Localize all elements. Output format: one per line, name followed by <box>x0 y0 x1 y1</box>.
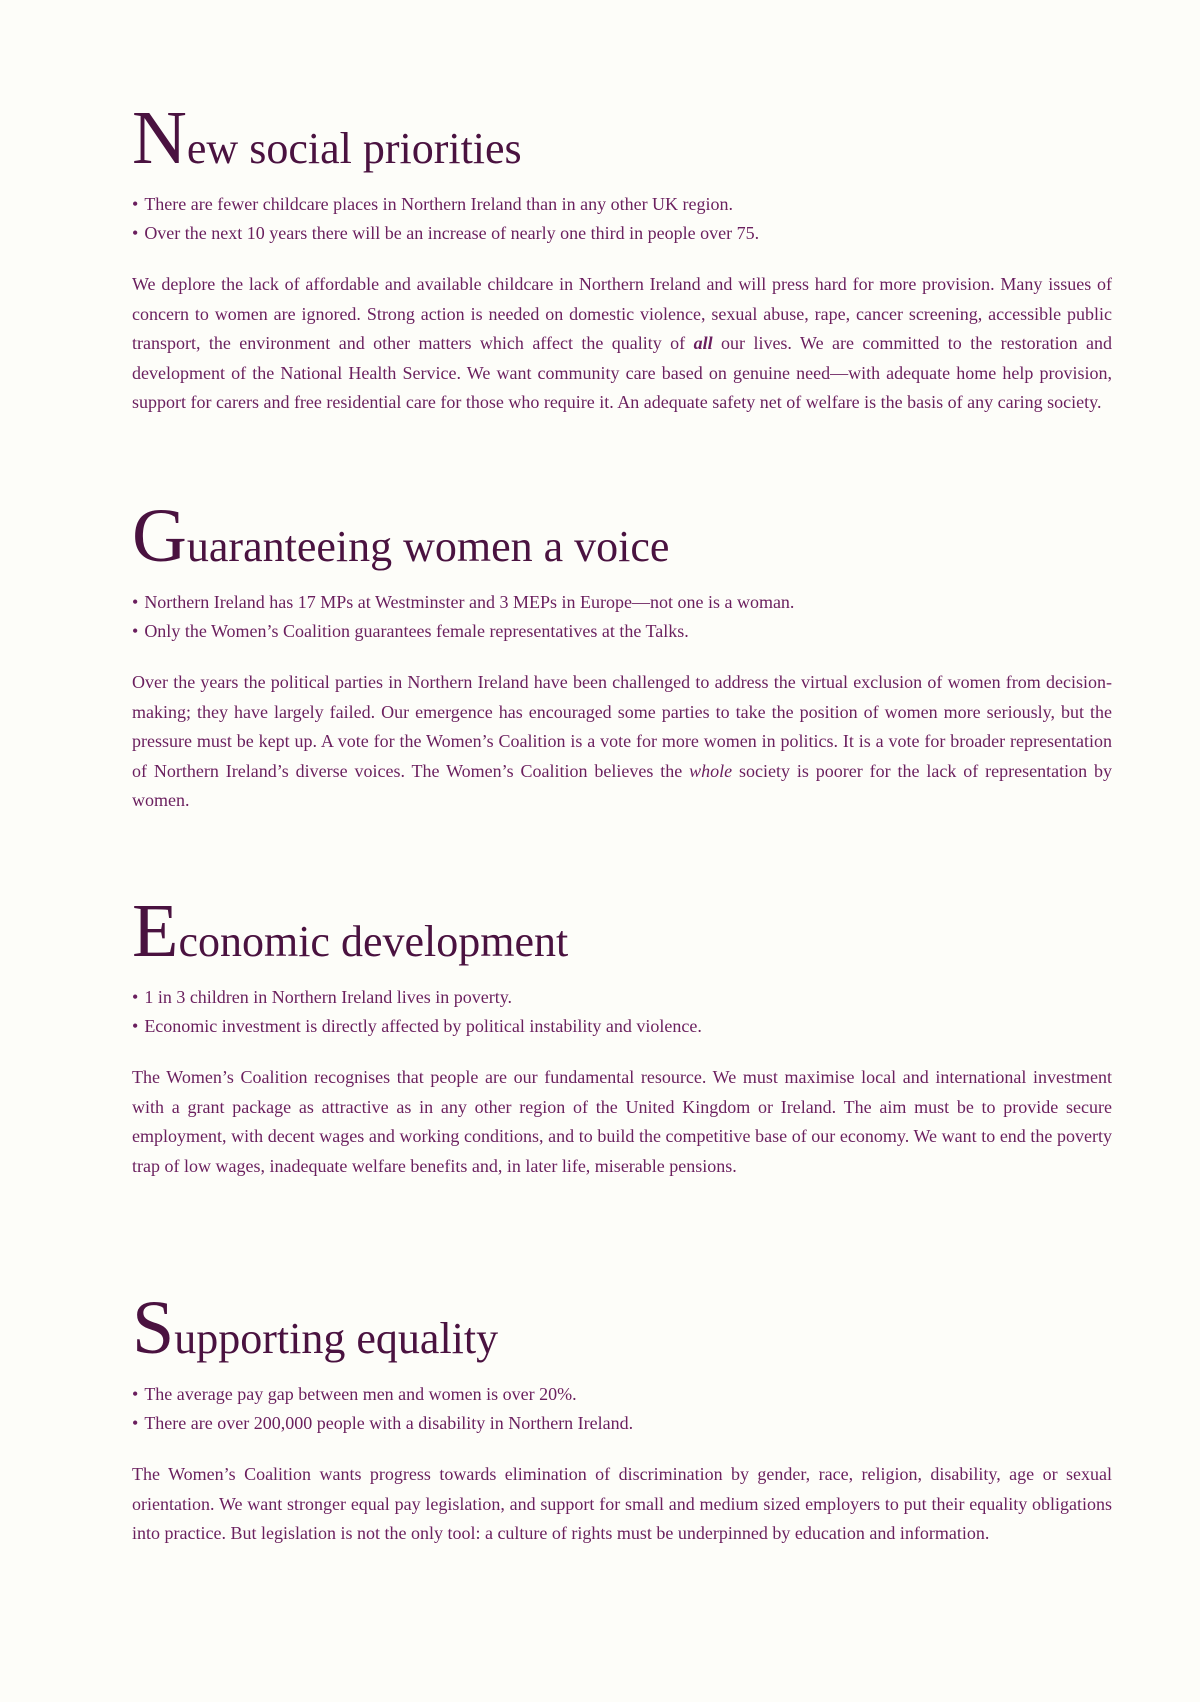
section-body: The Women’s Coalition wants progress towards elimination of discrimination by gender, race, religion, disability, age or sexual orientation. We want stronger equal pay legislation, and support for small and medium sized employers to put their equality obligations into practice. But legislation is not the only tool: a culture of rights must be underpinned by education and information. <box>132 1464 1112 1543</box>
section-body <box>132 668 1112 816</box>
heading-text: upporting equality <box>174 1314 499 1363</box>
section-supporting-equality <box>132 1286 1112 1549</box>
fact-list <box>132 983 1112 1041</box>
body-text-part: society is poorer for the lack of representation by women. <box>132 760 1113 810</box>
body-text-part: our lives. We are committed to the restoration and development of the National Health Service. We want community care based on genuine need—with adequate home help provision, support for carers and free residential care for those who require it. An adequate safety net of welfare is the basis of any caring society. <box>132 333 1112 412</box>
fact-item: • There are fewer childcare places in Northern Ireland than in any other UK region. <box>132 190 1112 219</box>
heading-text: ew social priorities <box>186 124 522 173</box>
section-heading <box>132 494 1112 578</box>
heading-initial: G <box>132 494 187 578</box>
heading-initial: S <box>132 1286 175 1370</box>
heading-text: uaranteeing women a voice <box>186 522 670 571</box>
fact-item: • 1 in 3 children in Northern Ireland lives in poverty. <box>132 983 1112 1012</box>
body-emphasis: all <box>693 333 713 353</box>
fact-item: • Over the next 10 years there will be an increase of nearly one third in people over 75. <box>132 219 1112 248</box>
section-new-social-priorities <box>132 96 1112 418</box>
heading-initial: E <box>132 889 179 973</box>
section-heading <box>132 96 1112 180</box>
fact-item: • Northern Ireland has 17 MPs at Westminster and 3 MEPs in Europe—not one is a woman. <box>132 588 1112 617</box>
section-economic-development <box>132 889 1112 1181</box>
fact-list <box>132 588 1112 646</box>
section-heading <box>132 889 1112 973</box>
section-body: The Women’s Coalition recognises that people are our fundamental resource. We must maximise local and international investment with a grant package as attractive as in any other region of the United Kingdom or Ireland. The aim must be to provide secure employment, with decent wages and working conditions, and to build the competitive base of our economy. We want to end the poverty trap of low wages, inadequate welfare benefits and, in later life, miserable pensions. <box>132 1067 1112 1176</box>
section-body <box>132 270 1112 418</box>
fact-list <box>132 1380 1112 1438</box>
body-emphasis: whole <box>689 760 733 781</box>
fact-item: • Only the Women’s Coalition guarantees female representatives at the Talks. <box>132 617 1112 646</box>
heading-text: conomic development <box>178 917 569 966</box>
body-text-part: Over the years the political parties in Northern Ireland have been challenged to address the virtual exclusion of women from decision-making; they have largely failed. Our emergence has encouraged some parties to take the position of women more seriously, but the pressure must be kept up. A vote for the Women’s Coalition is a vote for more women in politics. It is a vote for broader representation of Northern Ireland’s diverse voices. The Women’s Coalition believes the <box>132 672 1112 781</box>
body-text-part: We deplore the lack of affordable and available childcare in Northern Ireland and will press hard for more provision. Many issues of concern to women are ignored. Strong action is needed on domestic violence, sexual abuse, rape, cancer screening, accessible public transport, the environment and other matters which affect the quality of <box>132 274 1112 353</box>
section-heading <box>132 1286 1112 1370</box>
fact-item: • Economic investment is directly affected by political instability and violence. <box>132 1012 1112 1041</box>
fact-item: • The average pay gap between men and women is over 20%. <box>132 1380 1112 1409</box>
fact-item: • There are over 200,000 people with a disability in Northern Ireland. <box>132 1409 1112 1438</box>
heading-initial: N <box>132 96 187 180</box>
section-guaranteeing-women-a-voice <box>132 494 1113 816</box>
fact-list <box>132 190 1112 248</box>
